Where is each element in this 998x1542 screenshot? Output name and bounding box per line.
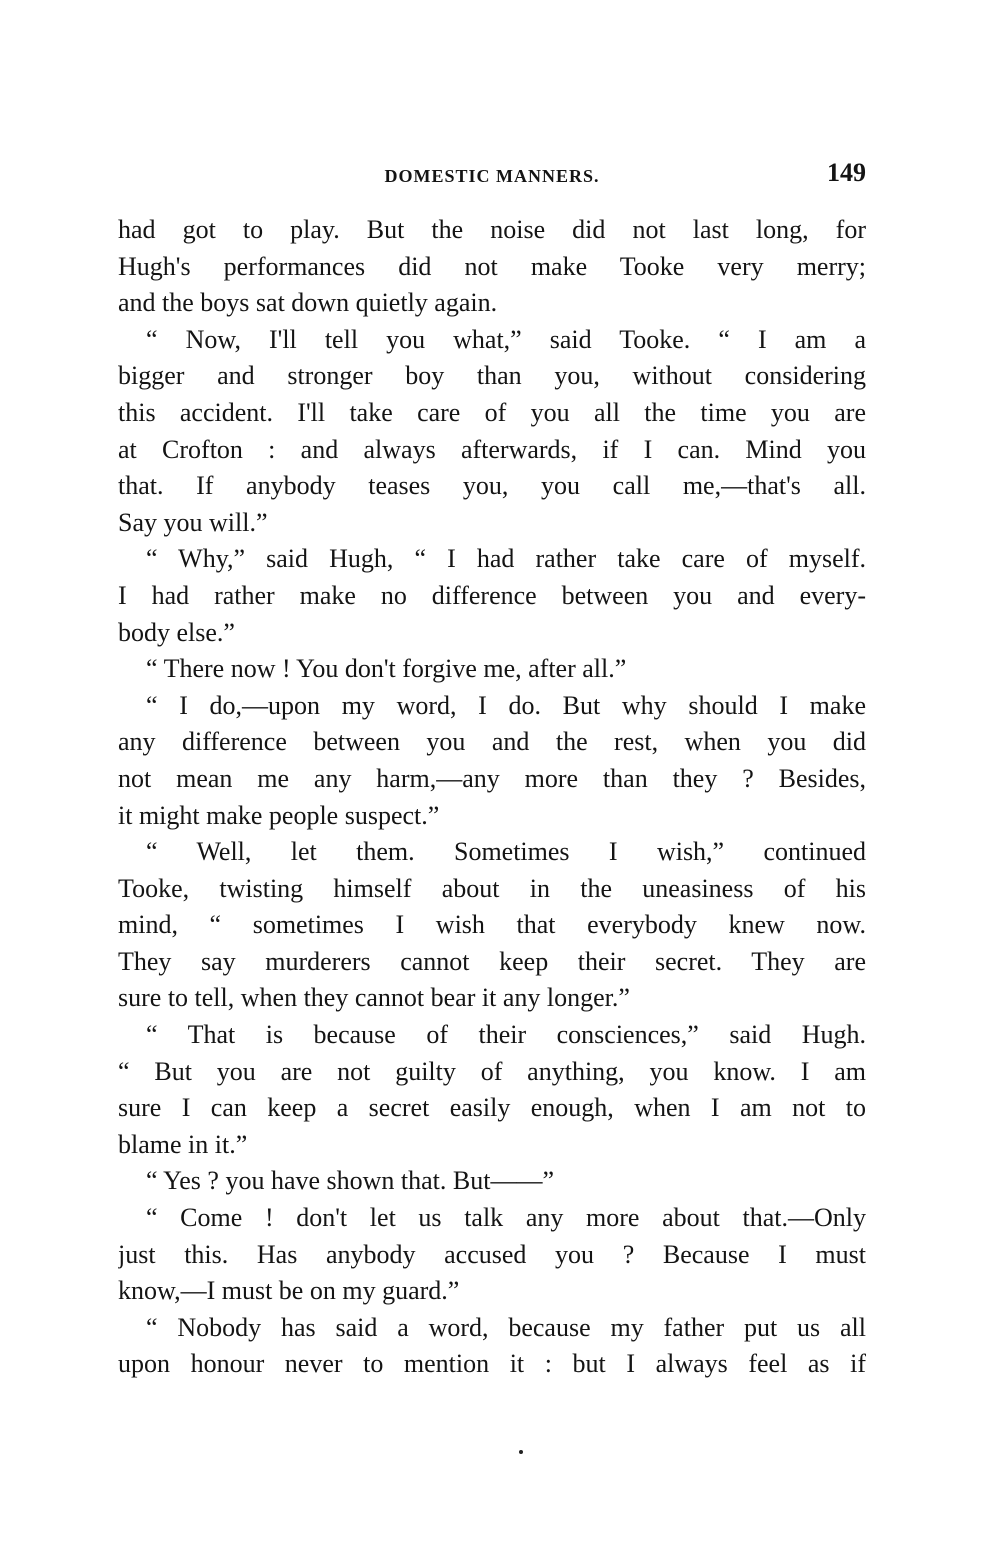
text-line: Hugh's performances did not make Tooke very merry; <box>118 251 866 281</box>
text-line: sure I can keep a secret easily enough, when I am not to <box>118 1093 866 1123</box>
text-line: “ Yes ? you have shown that. But——” <box>146 1166 555 1196</box>
text-line: upon honour never to mention it : but I always feel as if <box>118 1349 866 1379</box>
text-line: “ Nobody has said a word, because my father put us all <box>146 1312 866 1342</box>
text-line: know,—I must be on my guard.” <box>118 1276 460 1306</box>
text-line: bigger and stronger boy than you, without considering <box>118 361 866 391</box>
text-line: this accident. I'll take care of you all the time you are <box>118 397 866 427</box>
text-line: body else.” <box>118 617 235 647</box>
text-line: not mean me any harm,—any more than they ? Besides, <box>118 763 866 793</box>
text-line: had got to play. But the noise did not last long, for <box>118 215 866 244</box>
text-line: mind, “ sometimes I wish that everybody knew now. <box>118 910 866 940</box>
text-line: “ Why,” said Hugh, “ I had rather take care of myself. <box>146 544 866 574</box>
text-line: “ Now, I'll tell you what,” said Tooke. “ I am a <box>146 324 866 354</box>
text-line: They say murderers cannot keep their secret. They are <box>118 946 866 976</box>
text-line: sure to tell, when they cannot bear it any longer.” <box>118 983 630 1013</box>
text-line: blame in it.” <box>118 1129 248 1159</box>
text-line: “ I do,—upon my word, I do. But why should I make <box>146 690 866 720</box>
body-text <box>118 212 866 1383</box>
text-line: it might make people suspect.” <box>118 800 440 830</box>
text-line: Say you will.” <box>118 507 268 537</box>
running-head: DOMESTIC MANNERS. <box>384 166 600 186</box>
ink-speck <box>519 1450 523 1454</box>
text-line: Tooke, twisting himself about in the uneasiness of his <box>118 873 866 903</box>
text-line: “ There now ! You don't forgive me, after all.” <box>146 654 627 684</box>
text-line: that. If anybody teases you, you call me,—that's all. <box>118 471 866 501</box>
text-line: “ Well, let them. Sometimes I wish,” continued <box>146 837 866 867</box>
text-line: “ Come ! don't let us talk any more about that.—Only <box>146 1203 866 1233</box>
text-line: “ That is because of their consciences,” said Hugh. <box>146 1020 866 1050</box>
text-line: at Crofton : and always afterwards, if I can. Mind you <box>118 434 866 464</box>
text-line: any difference between you and the rest, when you did <box>118 727 866 757</box>
text-line: and the boys sat down quietly again. <box>118 288 498 318</box>
text-line: I had rather make no difference between you and every- <box>118 580 866 610</box>
page-number: 149 <box>827 158 866 187</box>
page-header <box>118 158 866 194</box>
text-line: “ But you are not guilty of anything, you know. I am <box>118 1056 866 1086</box>
text-line: just this. Has anybody accused you ? Because I must <box>118 1239 866 1269</box>
